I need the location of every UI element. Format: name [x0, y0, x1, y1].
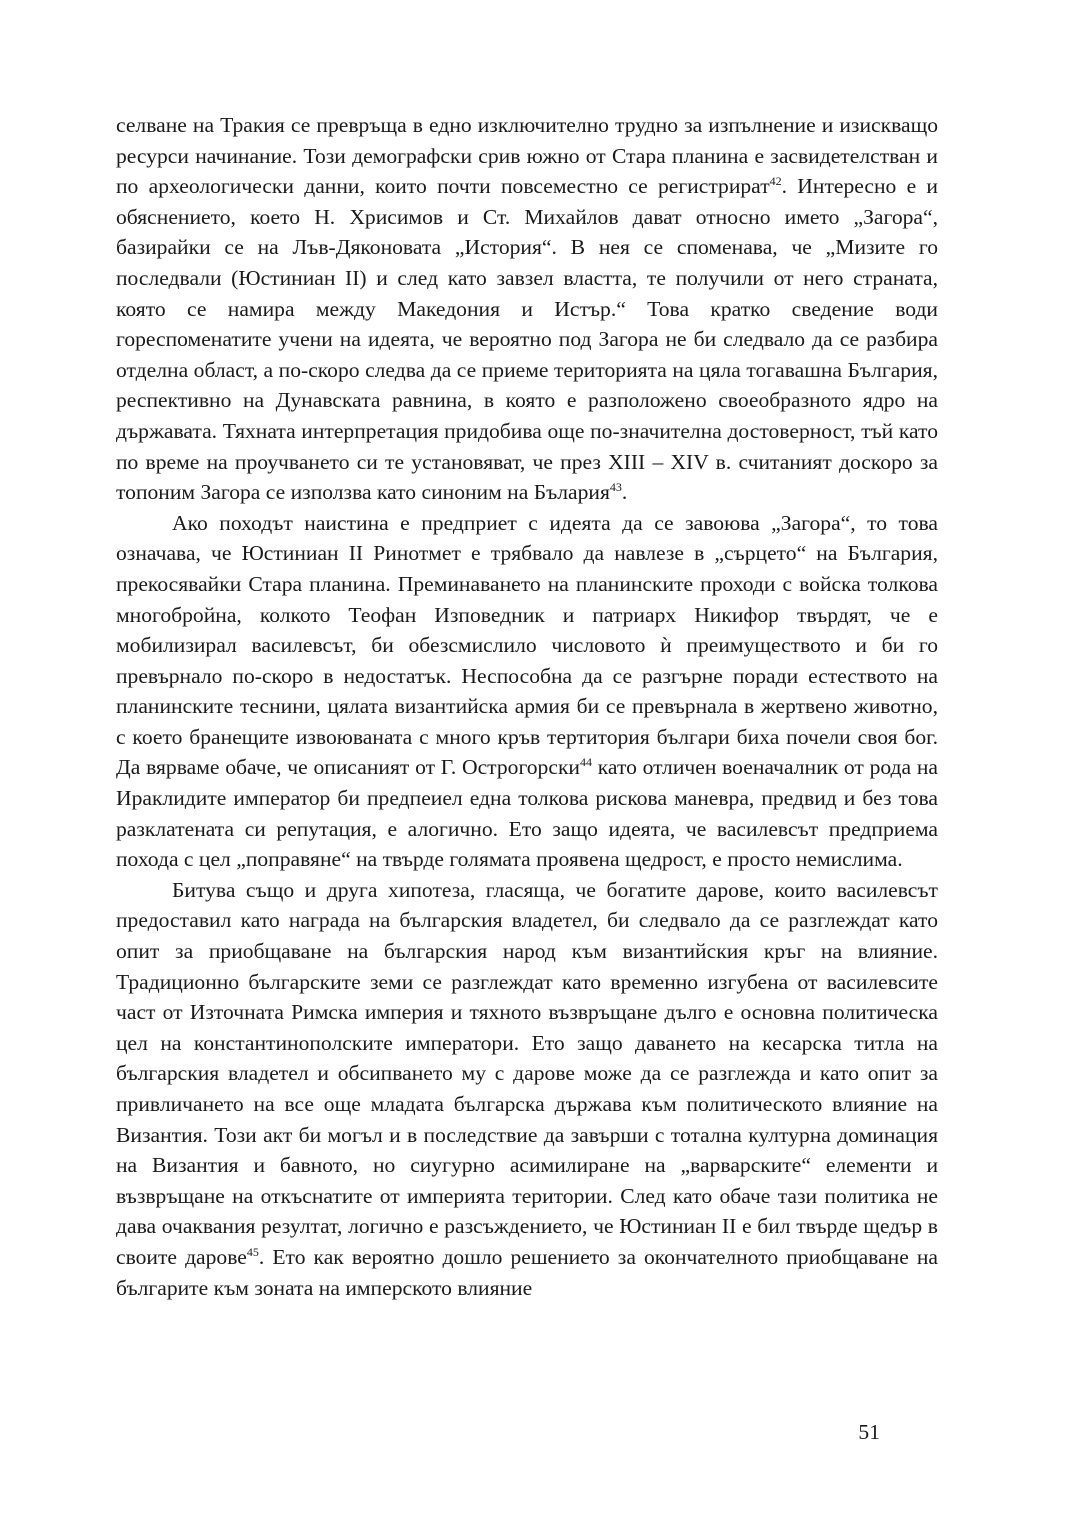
- paragraph-3: [116, 875, 938, 1303]
- text-run: . Интересно е и обяснението, което Н. Хрисимов и Ст. Михайлов дават относно името „Загора“, базирайки се на Лъв-Дяконовата „История“. В нея се споменава, че „Мизите го последвали (Юстиниан II) и след като завзел властта, те получили от него страната, която се намира между Македония и Истър.“ Това кратко сведение води гореспоменатите учени на идеята, че вероятно под Загора не би следвало да се разбира отделна област, а по-скоро следва да се приеме територията на цяла тогавашна България, респективно на Дунавската равнина, в която е разположено своеобразното ядро на държавата. Тяхната интерпретация придобива още по-значителна достоверност, тъй като по време на проучването си те установяват, че през XIII – XIV в. считаният доскоро за топоним Загора се използва като синоним на Бълария: [116, 174, 938, 505]
- text-run: . Ето как вероятно дошло решението за окончателното приобщаване на българите към зоната на имперското влияние: [116, 1244, 938, 1300]
- text-run: Ако походът наистина е предприет с идеята да се завоюва „Загора“, то това означава, че Юстиниан II Ринотмет е трябвало да навлезе в „сърцето“ на България, прекосявайки Стара планина. Преминаването на планинските проходи с войска толкова многобройна, колкото Теофан Изповедник и патриарх Никифор твърдят, че е мобилизирал василевсът, би обезсмислило числовото ѝ преимуществото и би го превърнало по-скоро в недостатък. Неспособна да се разгърне поради естеството на планинските теснини, цялата византийска армия би се превърнала в жертвено животно, с което бранещите извоюваната с много кръв тертитория българи биха почели своя бог. Да вярваме обаче, че описаният от Г. Острогорски: [116, 510, 938, 780]
- page-body: [116, 110, 938, 1303]
- paragraph-2: [116, 508, 938, 875]
- footnote-ref-44[interactable]: 44: [580, 755, 592, 770]
- footnote-ref-42[interactable]: 42: [769, 174, 782, 188]
- text-run: селване на Тракия се превръща в едно изключително трудно за изпълнение и изискващо ресурси начинание. Този демографски срив южно от Стара планина е засвидетелстван и по археологически данни, които почти повсеместно се регистрират: [116, 113, 938, 199]
- page-number: 51: [858, 1420, 880, 1444]
- paragraph-1: [116, 110, 938, 508]
- text-run: .: [621, 480, 628, 505]
- footnote-ref-45[interactable]: 45: [246, 1244, 259, 1259]
- text-run: Битува също и друга хипотеза, гласяща, че богатите дарове, които василевсът предоставил като награда на българския владетел, би следвало да се разглеждат като опит за приобщаване на българския народ към византийския кръг на влияние. Традиционно българските земи се разглеждат като временно изгубена от василевсите част от Източната Римска империя и тяхното възвръщане дълго е основна политическа цел на константинополските императори. Ето защо даването на кесарска титла на българския владетел и обсипването му с дарове може да се разглежда и като опит за привличането на все още младата българска държава към политическото влияние на Византия. Този акт би могъл и в последствие да завърши с тотална културна доминация на Византия и бавното, но сиугурно асимилиране на „варварските“ елементи и възвръщане на откъснатите от империята територии. След като обаче тази политика не дава очаквания резултат, логично е разсъждението, че Юстиниан II е бил твърде щедър в своите дарове: [116, 877, 938, 1269]
- text-run: като отличен военачалник от рода на Ираклидите император би предпеиел една толкова рискова маневра, предвид и без това разклатената си репутация, е алогично. Ето защо идеята, че василевсът предприема похода с цел „поправяне“ на твърде голямата проявена щедрост, е просто немислима.: [116, 755, 939, 872]
- footnote-ref-43[interactable]: 43: [609, 479, 622, 494]
